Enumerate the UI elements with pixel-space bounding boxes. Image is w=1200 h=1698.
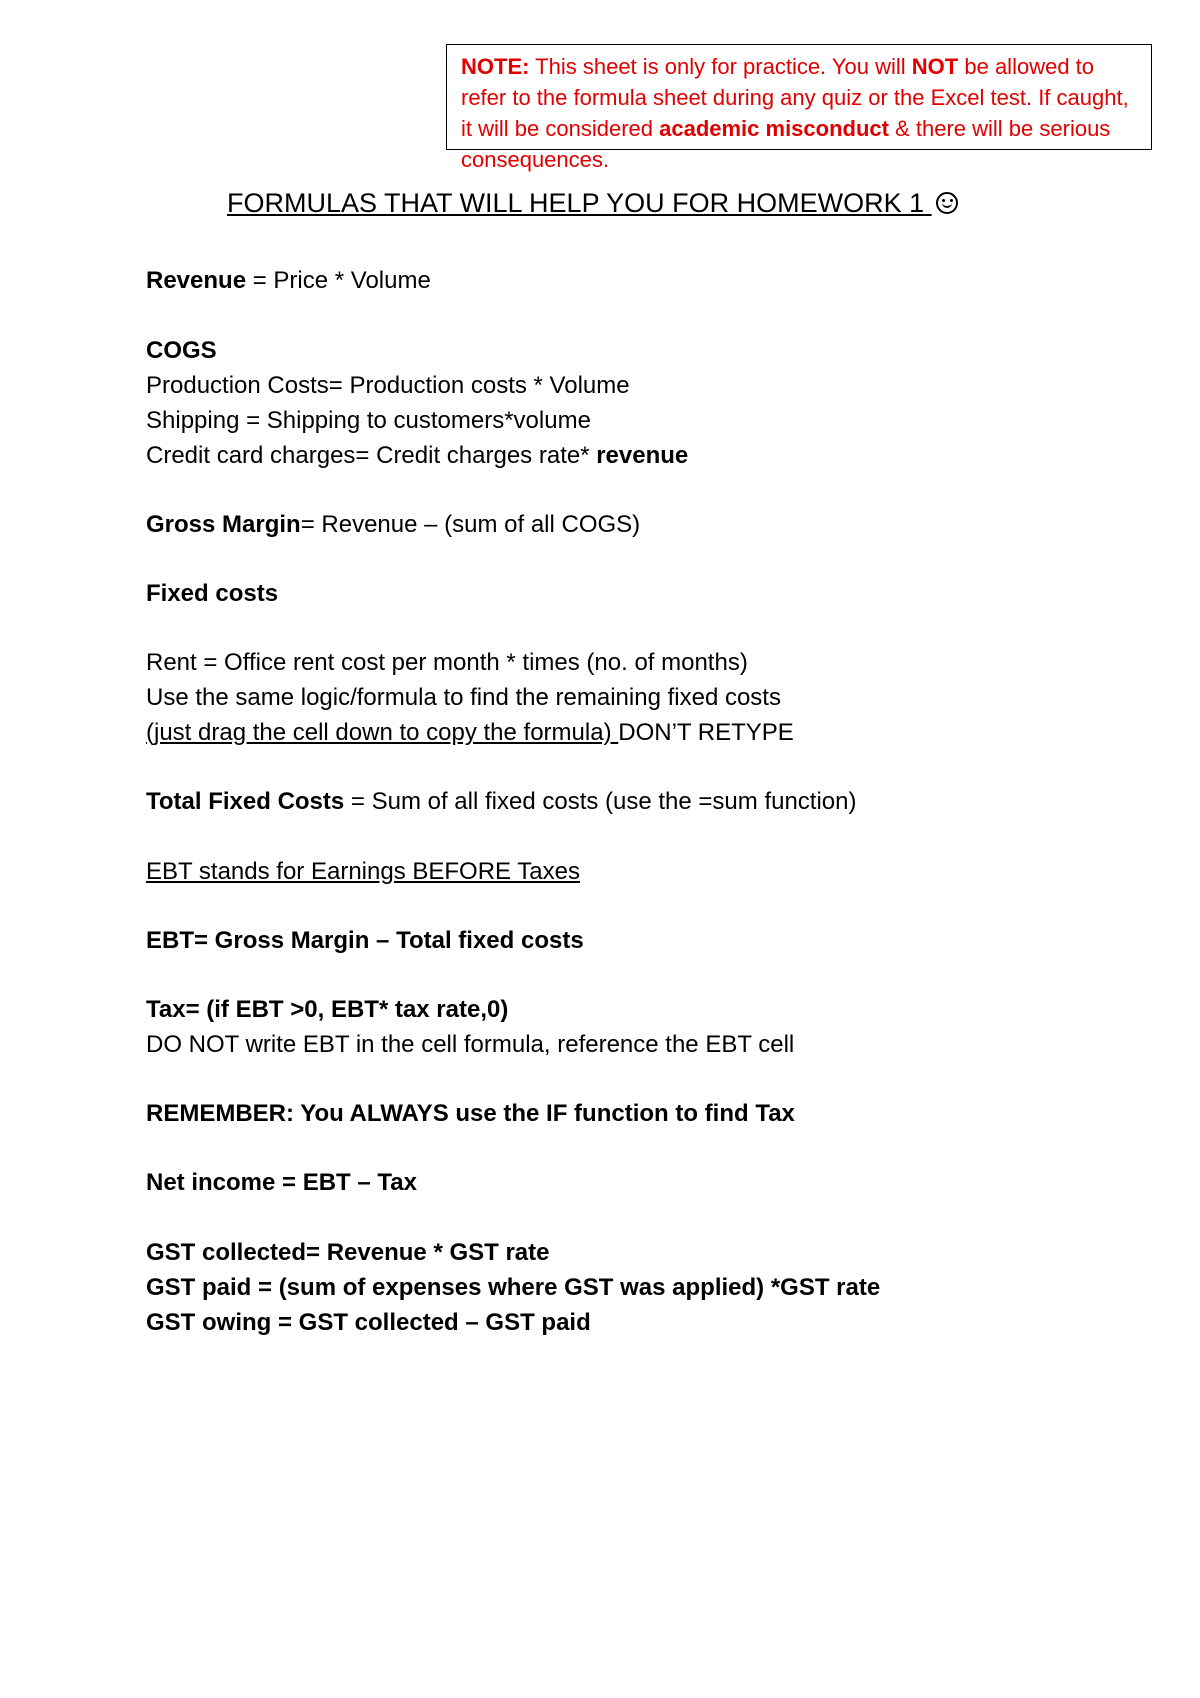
- page-title: FORMULAS THAT WILL HELP YOU FOR HOMEWORK 1: [227, 188, 987, 219]
- ebt-definition: EBT stands for Earnings BEFORE Taxes: [146, 858, 580, 885]
- drag-note: (just drag the cell down to copy the formula) DON’T RETYPE: [146, 719, 794, 746]
- gst-owing-formula: GST owing = GST collected – GST paid: [146, 1309, 591, 1336]
- cogs-heading: COGS: [146, 337, 217, 364]
- total-fixed-costs-formula: Total Fixed Costs = Sum of all fixed costs (use the =sum function): [146, 788, 857, 815]
- practice-note-box: NOTE: This sheet is only for practice. You will NOT be allowed to refer to the formula sheet during any quiz or the Excel test. If caught, it will be considered academic misconduct & there will be serious consequences.: [446, 44, 1152, 150]
- fixed-costs-heading: Fixed costs: [146, 580, 279, 607]
- shipping-formula: Shipping = Shipping to customers*volume: [146, 407, 591, 434]
- ebt-formula: EBT= Gross Margin – Total fixed costs: [146, 927, 584, 954]
- smiley-icon: [936, 192, 958, 214]
- tax-note: DO NOT write EBT in the cell formula, reference the EBT cell: [146, 1031, 795, 1058]
- same-logic-note: Use the same logic/formula to find the remaining fixed costs: [146, 684, 781, 711]
- rent-formula: Rent = Office rent cost per month * times (no. of months): [146, 649, 748, 676]
- note-label: NOTE:: [461, 54, 530, 79]
- production-formula: Production Costs= Production costs * Volume: [146, 372, 630, 399]
- gross-margin-formula: Gross Margin= Revenue – (sum of all COGS): [146, 511, 641, 538]
- revenue-formula: Revenue = Price * Volume: [146, 267, 431, 294]
- tax-formula: Tax= (if EBT >0, EBT* tax rate,0): [146, 996, 509, 1023]
- gst-paid-formula: GST paid = (sum of expenses where GST was applied) *GST rate: [146, 1274, 881, 1301]
- credit-formula: Credit card charges= Credit charges rate* revenue: [146, 442, 689, 469]
- net-income-formula: Net income = EBT – Tax: [146, 1169, 417, 1196]
- gst-collected-formula: GST collected= Revenue * GST rate: [146, 1239, 550, 1266]
- remember-note: REMEMBER: You ALWAYS use the IF function to find Tax: [146, 1100, 795, 1127]
